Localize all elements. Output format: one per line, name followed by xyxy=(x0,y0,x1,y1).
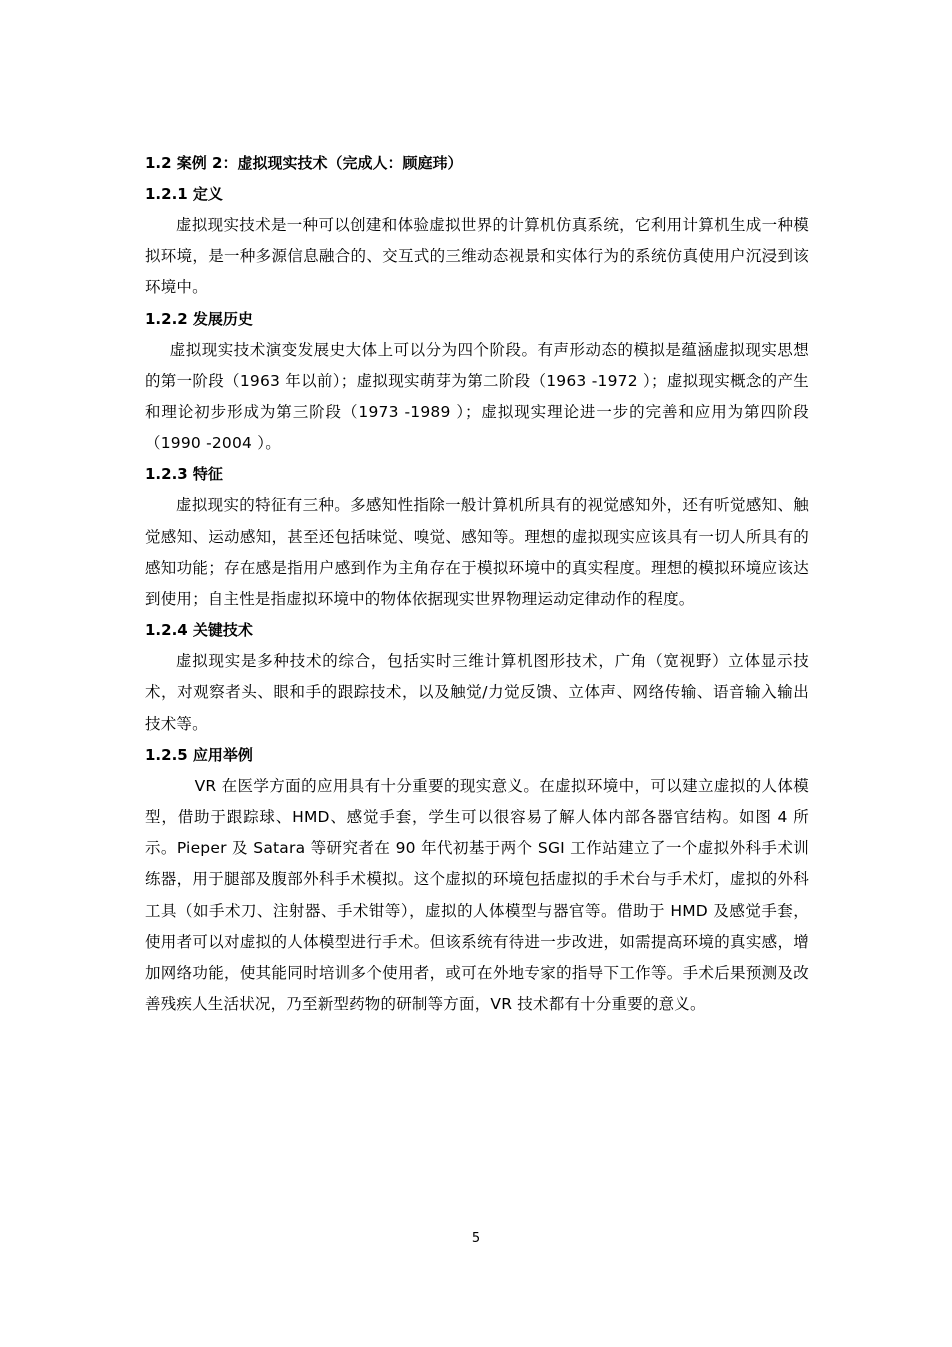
subsection-heading-history: 1.2.2 发展历史 xyxy=(145,309,253,328)
document-body xyxy=(145,148,809,1020)
paragraph-features: 虚拟现实的特征有三种。多感知性指除一般计算机所具有的视觉感知外，还有听觉感知、触觉感知、运动感知，甚至还包括味觉、嗅觉、感知等。理想的虚拟现实应该具有一切人所具有的感知功能；存在感是指用户感到作为主角存在于模拟环境中的真实程度。理想的模拟环境应该达到使用；自主性是指虚拟环境中的物体依据现实世界物理运动定律动作的程度。 xyxy=(145,496,809,609)
section-title: 1.2 案例 2：虚拟现实技术（完成人：顾庭玮） xyxy=(145,154,463,172)
subsection-heading-applications: 1.2.5 应用举例 xyxy=(145,745,253,764)
subsection-heading-features: 1.2.3 特征 xyxy=(145,465,223,484)
paragraph-definition: 虚拟现实技术是一种可以创建和体验虚拟世界的计算机仿真系统，它利用计算机生成一种模拟环境，是一种多源信息融合的、交互式的三维动态视景和实体行为的系统仿真使用户沉浸到该环境中。 xyxy=(145,216,809,297)
page-number: 5 xyxy=(471,1231,481,1246)
subsection-heading-key-technology: 1.2.4 关键技术 xyxy=(145,621,253,640)
paragraph-applications: VR 在医学方面的应用具有十分重要的现实意义。在虚拟环境中，可以建立虚拟的人体模型，借助于跟踪球、HMD、感觉手套，学生可以很容易了解人体内部各器官结构。如图 4 所示。Pieper 及 Satara 等研究者在 90 年代初基于两个 SGI 工作站建立了一个虚拟外科手术训练器，用于腿部及腹部外科手术模拟。这个虚拟的环境包括虚拟的手术台与手术灯，虚拟的外科工具（如手术刀、注射器、手术钳等），虚拟的人体模型与器官等。借助于 HMD 及感觉手套，使用者可以对虚拟的人体模型进行手术。但该系统有待进一步改进，如需提高环境的真实感，增加网络功能，使其能同时培训多个使用者，或可在外地专家的指导下工作等。手术后果预测及改善残疾人生活状况，乃至新型药物的研制等方面，VR 技术都有十分重要的意义。 xyxy=(145,776,809,1014)
paragraph-history: 虚拟现实技术演变发展史大体上可以分为四个阶段。有声形动态的模拟是蕴涵虚拟现实思想的第一阶段（1963 年以前）；虚拟现实萌芽为第二阶段（1963 -1972 ）；虚拟现实概念的产生和理论初步形成为第三阶段（1973 -1989 ）；虚拟现实理论进一步的完善和应用为第四阶段（1990 -2004 ）。 xyxy=(145,340,809,453)
paragraph-key-technology: 虚拟现实是多种技术的综合，包括实时三维计算机图形技术，广角（宽视野）立体显示技术，对观察者头、眼和手的跟踪技术，以及触觉/力觉反馈、立体声、网络传输、语音输入输出技术等。 xyxy=(145,652,809,733)
subsection-heading-definition: 1.2.1 定义 xyxy=(145,185,223,203)
